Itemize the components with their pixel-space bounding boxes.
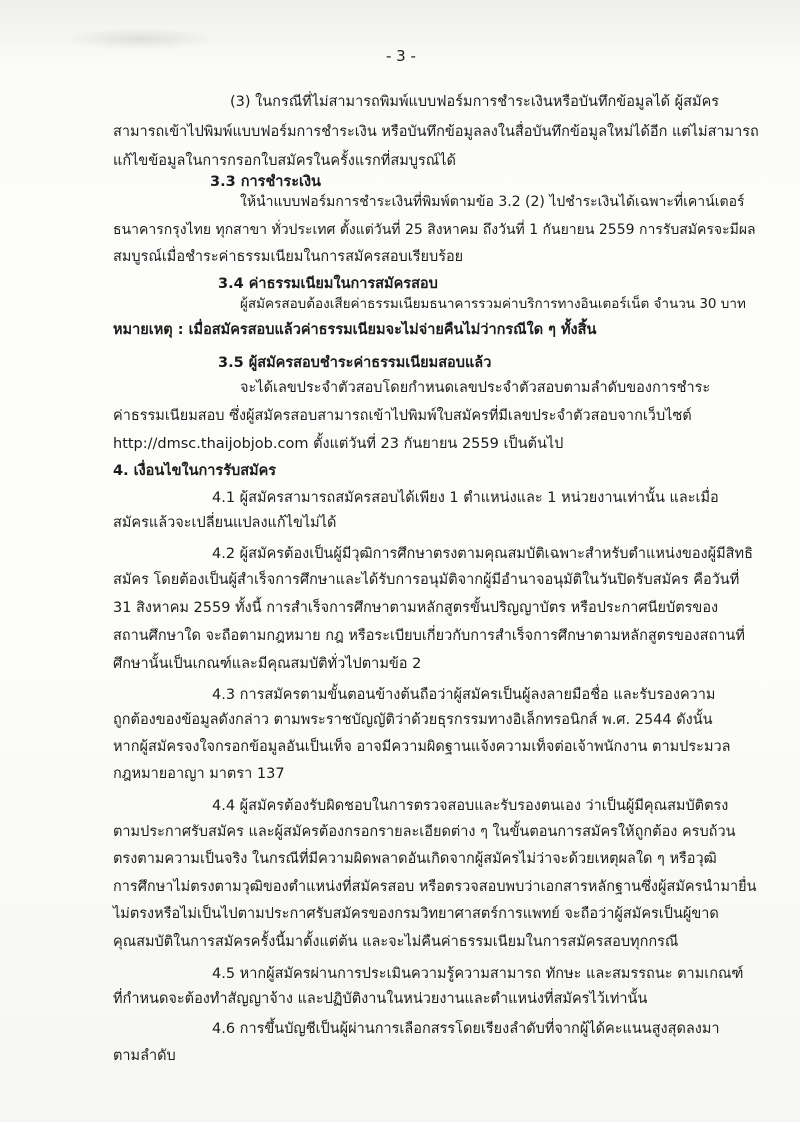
- s4-1-line-1: 4.1 ผู้สมัครสามารถสมัครสอบได้เพียง 1 ตำแหน่งและ 1 หน่วยงานเท่านั้น และเมื่อ: [212, 490, 719, 506]
- s3-3-line-2: ธนาคารกรุงไทย ทุกสาขา ทั่วประเทศ ตั้งแต่วันที่ 25 สิงหาคม ถึงวันที่ 1 กันยายน 2559 การรับสมัครจะมีผล: [113, 222, 756, 238]
- s3-4-line-1: ผู้สมัครสอบต้องเสียค่าธรรมเนียมธนาคารรวมค่าบริการทางอินเตอร์เน็ต จำนวน 30 บาท: [240, 296, 746, 312]
- s4-3-line-3: หากผู้สมัครจงใจกรอกข้อมูลอันเป็นเท็จ อาจมีความผิดฐานแจ้งความเท็จต่อเจ้าพนักงาน ตามประมวล: [113, 739, 731, 755]
- s4-heading: 4. เงื่อนไขในการรับสมัคร: [113, 463, 277, 479]
- s4-3-line-1: 4.3 การสมัครตามขั้นตอนข้างต้นถือว่าผู้สมัครเป็นผู้ลงลายมือชื่อ และรับรองความ: [212, 687, 716, 703]
- s4-5-line-1: 4.5 หากผู้สมัครผ่านการประเมินความรู้ความสามารถ ทักษะ และสมรรถนะ ตามเกณฑ์: [212, 966, 744, 982]
- s3-5-line-1: จะได้เลขประจำตัวสอบโดยกำหนดเลขประจำตัวสอบตามลำดับของการชำระ: [240, 380, 711, 396]
- s3-2-3-line-1: (3) ในกรณีที่ไม่สามารถพิมพ์แบบฟอร์มการชำระเงินหรือบันทึกข้อมูลได้ ผู้สมัคร: [230, 94, 720, 110]
- s3-5-heading: 3.5 ผู้สมัครสอบชำระค่าธรรมเนียมสอบแล้ว: [218, 355, 492, 371]
- s3-3-line-3: สมบูรณ์เมื่อชำระค่าธรรมเนียมในการสมัครสอบเรียบร้อย: [113, 249, 464, 265]
- s3-2-3-line-3: แก้ไขข้อมูลในการกรอกใบสมัครในครั้งแรกที่สมบูรณ์ได้: [113, 153, 456, 169]
- scan-smudge: [60, 28, 220, 50]
- s4-4-line-5: ไม่ตรงหรือไม่เป็นไปตามประกาศรับสมัครของกรมวิทยาศาสตร์การแพทย์ จะถือว่าผู้สมัครเป็นผู้ขาด: [113, 906, 719, 922]
- s4-2-line-5: ศึกษานั้นเป็นเกณฑ์และมีคุณสมบัติทั่วไปตามข้อ 2: [113, 656, 422, 672]
- s3-4-note: หมายเหตุ : เมื่อสมัครสอบแล้วค่าธรรมเนียมจะไม่จ่ายคืนไม่ว่ากรณีใด ๆ ทั้งสิ้น: [113, 322, 597, 338]
- s4-1-line-2: สมัครแล้วจะเปลี่ยนแปลงแก้ไขไม่ได้: [113, 515, 337, 531]
- s4-4-line-4: การศึกษาไม่ตรงตามวุฒิของตำแหน่งที่สมัครสอบ หรือตรวจสอบพบว่าเอกสารหลักฐานซึ่งผู้สมัครนำมายื่น: [113, 879, 757, 895]
- s4-4-line-2: ตามประกาศรับสมัคร และผู้สมัครต้องกรอกรายละเอียดต่าง ๆ ในขั้นตอนการสมัครให้ถูกต้อง ครบถ้วน: [113, 824, 736, 840]
- s4-6-line-2: ตามลำดับ: [113, 1048, 176, 1064]
- s4-3-line-4: กฎหมายอาญา มาตรา 137: [113, 766, 285, 782]
- s4-4-line-6: คุณสมบัติในการสมัครครั้งนี้มาตั้งแต่ต้น และจะไม่คืนค่าธรรมเนียมในการสมัครสอบทุกกรณี: [113, 934, 679, 950]
- s4-6-line-1: 4.6 การขึ้นบัญชีเป็นผู้ผ่านการเลือกสรรโดยเรียงลำดับที่จากผู้ได้คะแนนสูงสุดลงมา: [212, 1021, 720, 1037]
- s3-5-line-3: http://dmsc.thaijobjob.com ตั้งแต่วันที่ 23 กันยายน 2559 เป็นต้นไป: [113, 436, 564, 452]
- s4-4-line-1: 4.4 ผู้สมัครต้องรับผิดชอบในการตรวจสอบและรับรองตนเอง ว่าเป็นผู้มีคุณสมบัติตรง: [212, 798, 729, 814]
- s3-3-heading: 3.3 การชำระเงิน: [210, 174, 321, 190]
- s3-3-line-1: ให้นำแบบฟอร์มการชำระเงินที่พิมพ์ตามข้อ 3.2 (2) ไปชำระเงินได้เฉพาะที่เคาน์เตอร์: [240, 194, 745, 210]
- s4-3-line-2: ถูกต้องของข้อมูลดังกล่าว ตามพระราชบัญญัติว่าด้วยธุรกรรมทางอิเล็กทรอนิกส์ พ.ศ. 2544 ดังนั้น: [113, 712, 713, 728]
- s3-5-line-2: ค่าธรรมเนียมสอบ ซึ่งผู้สมัครสอบสามารถเข้าไปพิมพ์ใบสมัครที่มีเลขประจำตัวสอบจากเว็บไซต์: [113, 408, 692, 424]
- s4-5-line-2: ที่กำหนดจะต้องทำสัญญาจ้าง และปฏิบัติงานในหน่วยงานและตำแหน่งที่สมัครไว้เท่านั้น: [113, 991, 648, 1007]
- page-number: - 3 -: [386, 47, 416, 65]
- s3-2-3-line-2: สามารถเข้าไปพิมพ์แบบฟอร์มการชำระเงิน หรือบันทึกข้อมูลลงในสื่อบันทึกข้อมูลใหม่ได้อีก แต่ไม่สามารถ: [113, 124, 759, 140]
- s4-2-line-3: 31 สิงหาคม 2559 ทั้งนี้ การสำเร็จการศึกษาตามหลักสูตรขั้นปริญญาบัตร หรือประกาศนียบัตรของ: [113, 600, 719, 616]
- s4-4-line-3: ตรงตามความเป็นจริง ในกรณีที่มีความผิดพลาดอันเกิดจากผู้สมัครไม่ว่าจะด้วยเหตุผลใด ๆ หรือวุฒิ: [113, 851, 717, 867]
- s4-2-line-2: สมัคร โดยต้องเป็นผู้สำเร็จการศึกษาและได้รับการอนุมัติจากผู้มีอำนาจอนุมัติในวันปิดรับสมัคร คือวันที่: [113, 572, 740, 588]
- s4-2-line-1: 4.2 ผู้สมัครต้องเป็นผู้มีวุฒิการศึกษาตรงตามคุณสมบัติเฉพาะสำหรับตำแหน่งของผู้มีสิทธิ: [212, 546, 753, 562]
- s4-2-line-4: สถานศึกษาใด จะถือตามกฎหมาย กฎ หรือระเบียบเกี่ยวกับการสำเร็จการศึกษาตามหลักสูตรของสถานที่: [113, 628, 745, 644]
- s3-4-heading: 3.4 ค่าธรรมเนียมในการสมัครสอบ: [218, 276, 438, 292]
